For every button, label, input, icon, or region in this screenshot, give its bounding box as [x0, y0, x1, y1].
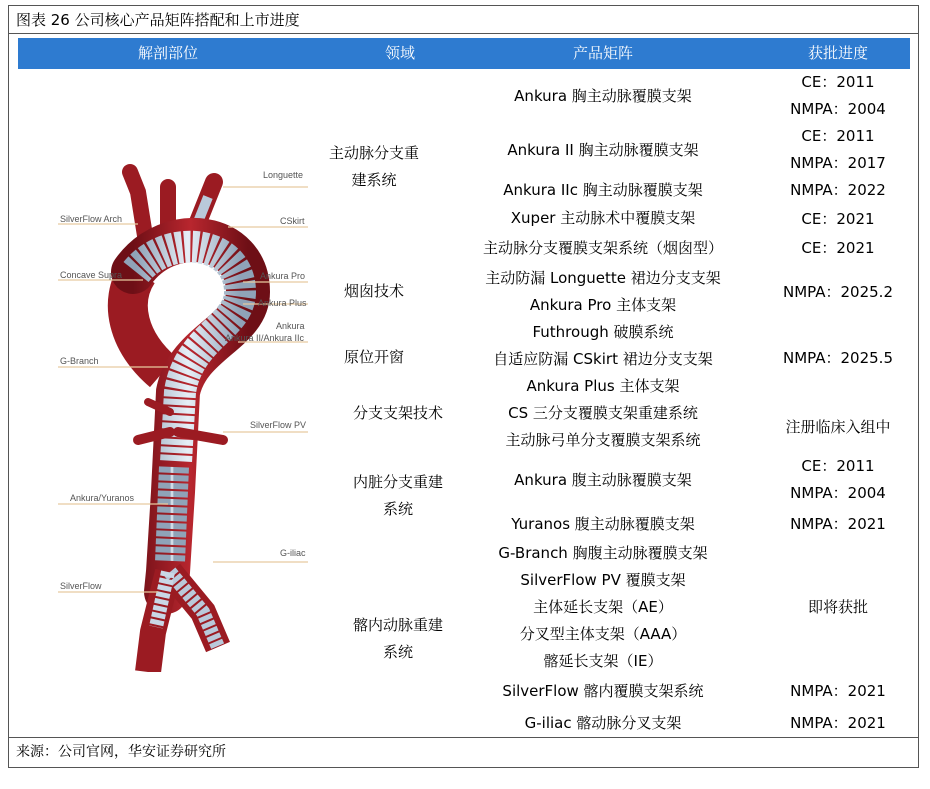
label-ankura-ii: Ankura II/Ankura IIc	[225, 333, 305, 343]
label-cskirt: CSkirt	[280, 216, 305, 226]
field-iliac: 髂内动脉重建系统	[352, 616, 443, 661]
product-row: Ankura IIc 胸主动脉覆膜支架	[503, 181, 703, 199]
product-row: 髂延长支架（IE）	[543, 652, 663, 670]
field-in-situ: 原位开窗	[343, 348, 404, 366]
approval-value: CE：2011	[801, 127, 875, 145]
product-row: Ankura Pro 主体支架	[529, 296, 677, 314]
product-row: 主动脉弓单分支覆膜支架系统	[505, 431, 701, 449]
approval-value: 即将获批	[807, 598, 868, 616]
approval-value: CE：2011	[801, 73, 875, 91]
approval-value: NMPA：2021	[790, 682, 886, 700]
label-longuette: Longuette	[263, 170, 304, 180]
label-ankura: Ankura	[276, 321, 305, 331]
product-row: SilverFlow PV 覆膜支架	[520, 571, 686, 589]
approval-value: NMPA：2004	[790, 100, 886, 118]
product-row: 主体延长支架（AE）	[533, 598, 673, 616]
footer-divider	[8, 737, 919, 738]
product-row: Xuper 主动脉术中覆膜支架	[510, 209, 696, 227]
header-anatomy: 解剖部位	[137, 44, 198, 62]
product-row: CS 三分支覆膜支架重建系统	[508, 404, 698, 422]
product-row: 自适应防漏 CSkirt 裙边分支支架	[493, 350, 713, 368]
product-row: Futhrough 破膜系统	[532, 323, 674, 341]
product-row: Yuranos 腹主动脉覆膜支架	[511, 515, 695, 533]
figure-source: 来源：公司官网，华安证券研究所	[16, 744, 226, 760]
field-branch-recon: 主动脉分支重建系统	[328, 144, 419, 189]
field-visceral: 内脏分支重建系统	[352, 473, 443, 518]
approval-value: CE：2011	[801, 457, 875, 475]
product-row: 主动防漏 Longuette 裙边分支支架	[485, 269, 721, 287]
figure-title: 图表 26 公司核心产品矩阵搭配和上市进度	[16, 11, 300, 29]
approval-value: NMPA：2025.2	[783, 283, 893, 301]
label-silverflow-arch: SilverFlow Arch	[60, 214, 123, 224]
label-concave-supra: Concave Supra	[60, 270, 123, 280]
header-product: 产品矩阵	[572, 44, 633, 62]
product-row: G-iliac 髂动脉分叉支架	[524, 714, 682, 732]
approval-value: NMPA：2021	[790, 714, 886, 732]
header-field: 领域	[384, 44, 415, 62]
approval-value: NMPA：2017	[790, 154, 886, 172]
product-row: 主动脉分支覆膜支架系统（烟囱型）	[482, 239, 723, 257]
approval-value: NMPA：2022	[790, 181, 886, 199]
field-chimney: 烟囱技术	[343, 282, 404, 300]
product-row: Ankura Plus 主体支架	[526, 377, 680, 395]
approval-value: CE：2021	[801, 239, 875, 257]
product-row: 分叉型主体支架（AAA）	[519, 625, 687, 643]
label-ankura-pro: Ankura Pro	[260, 271, 306, 281]
table-header	[18, 38, 910, 69]
field-branch-stent: 分支支架技术	[352, 404, 443, 422]
label-ankura-plus: Ankura Plus	[258, 298, 307, 308]
product-row: G-Branch 胸腹主动脉覆膜支架	[498, 544, 708, 562]
label-g-branch: G-Branch	[60, 356, 99, 366]
label-silverflow-pv: SilverFlow PV	[250, 420, 307, 430]
label-g-iliac: G-iliac	[280, 548, 306, 558]
product-row: Ankura II 胸主动脉覆膜支架	[507, 141, 699, 159]
approval-value: 注册临床入组中	[785, 418, 891, 436]
approval-value: NMPA：2025.5	[783, 349, 893, 367]
aorta-illustration	[18, 72, 318, 672]
product-row: SilverFlow 髂内覆膜支架系统	[502, 682, 704, 700]
approval-value: NMPA：2021	[790, 515, 886, 533]
label-silverflow: SilverFlow	[60, 581, 102, 591]
header-approval: 获批进度	[807, 44, 868, 62]
product-row: Ankura 腹主动脉覆膜支架	[514, 471, 692, 489]
product-row: Ankura 胸主动脉覆膜支架	[514, 87, 692, 105]
title-divider	[8, 33, 919, 34]
approval-value: CE：2021	[801, 210, 875, 228]
approval-value: NMPA：2004	[790, 484, 886, 502]
label-ankura-yuranos: Ankura/Yuranos	[70, 493, 135, 503]
